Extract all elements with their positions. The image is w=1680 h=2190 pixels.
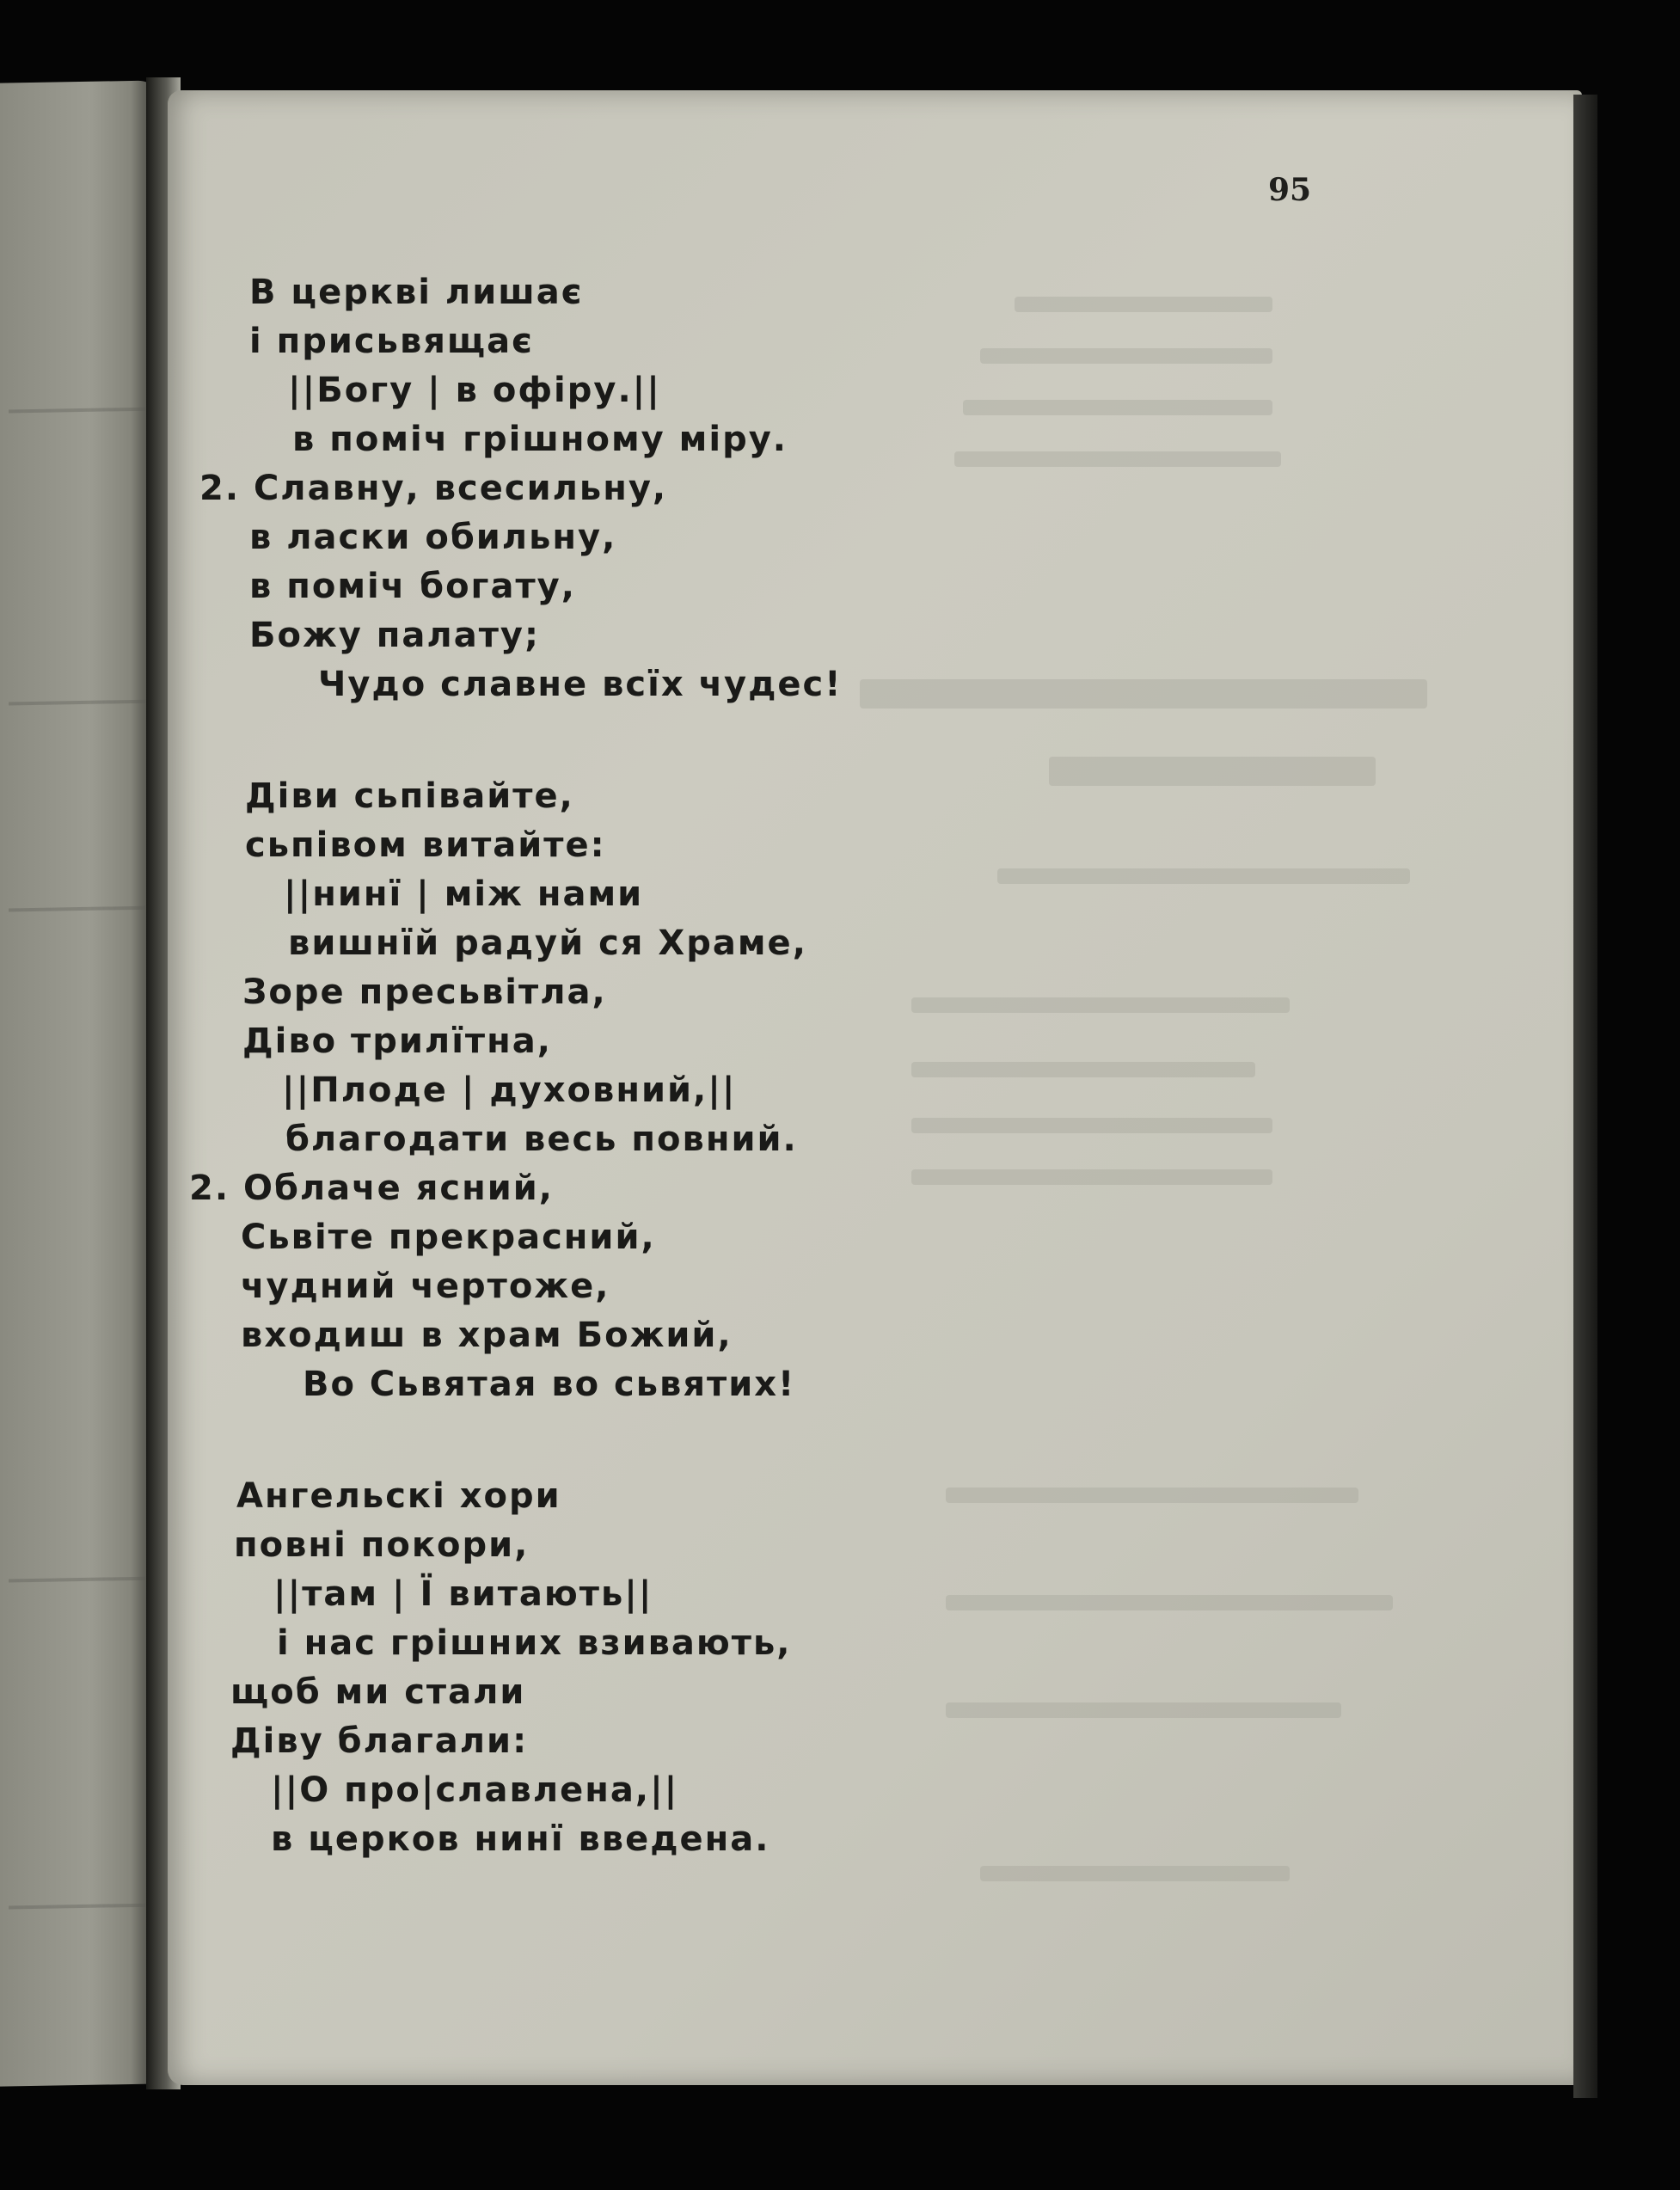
text-line: ||Плоде | духовний,|| (282, 1070, 737, 1110)
text-line: в поміч грішному міру. (292, 420, 788, 459)
text-line: сьпівом витайте: (245, 825, 606, 865)
text-line: ||Богу | в офіру.|| (288, 371, 661, 410)
text-line: ||там | Ї витають|| (273, 1574, 653, 1614)
text-line: 2. Славну, всесильну, (199, 469, 668, 508)
text-line: Сьвіте прекрасний, (241, 1218, 656, 1257)
text-line: Діви сьпівайте, (245, 776, 574, 816)
text-line: 2. Облаче ясний, (189, 1169, 554, 1208)
text-line: чудний чертоже, (241, 1267, 610, 1306)
text-line: в церков нинї введена. (271, 1819, 770, 1859)
text-line: Ангельскі хори (236, 1476, 561, 1516)
text-line: Чудо славне всїх чудес! (318, 665, 843, 704)
text-line: в поміч богату, (249, 567, 576, 606)
text-line: Во Сьвятая во сьвятих! (303, 1365, 796, 1404)
text-line: Божу палату; (249, 616, 540, 655)
page-number: 95 (1268, 172, 1312, 208)
text-line: Діво трилїтна, (242, 1021, 552, 1061)
text-line: ||нинї | між нами (284, 874, 644, 914)
text-line: благодати весь повний. (285, 1120, 798, 1159)
text-line: В церкві лишає (249, 273, 584, 312)
text-line: входиш в храм Божий, (241, 1316, 733, 1355)
text-line: Зоре пресьвітла, (242, 972, 607, 1012)
text-line: і присьвящає (249, 322, 534, 361)
text-line: Діву благали: (230, 1721, 529, 1761)
text-line: ||О про|славлена,|| (271, 1770, 679, 1810)
text-line: повні покори, (234, 1525, 530, 1565)
text-line: в ласки обильну, (249, 518, 617, 557)
text-line: вишнїй радуй ся Храме, (288, 923, 807, 963)
text-line: щоб ми стали (230, 1672, 526, 1712)
text-line: і нас грішних взивають, (277, 1623, 792, 1663)
